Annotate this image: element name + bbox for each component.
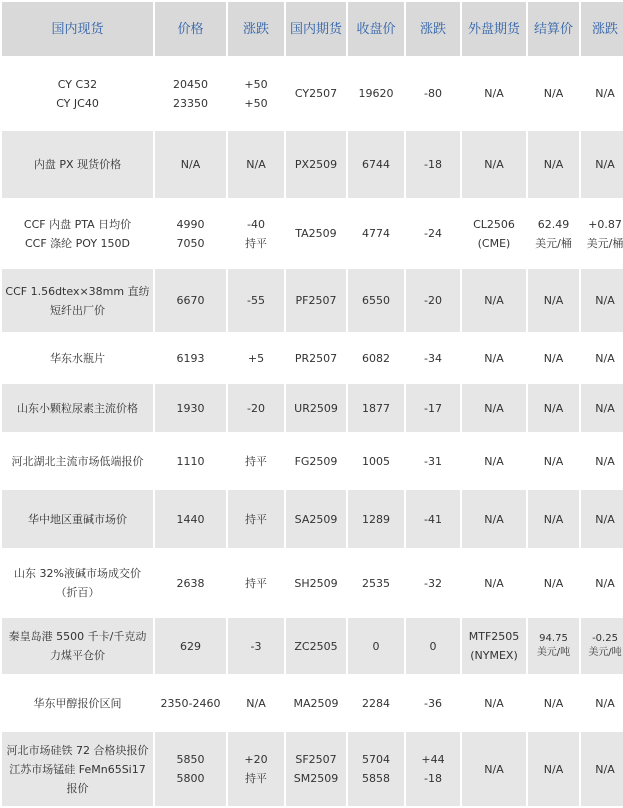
cell-text: -3 bbox=[250, 639, 262, 653]
cell-text: CY JC40 bbox=[56, 96, 99, 110]
cell-text: PX2509 bbox=[294, 158, 338, 171]
cell-text: 美元/吨 bbox=[536, 647, 571, 658]
cell-text: N/A bbox=[484, 512, 504, 526]
cell-text: 94.75 bbox=[539, 633, 568, 644]
future-code-cell bbox=[286, 550, 346, 616]
future-change-cell bbox=[406, 490, 460, 548]
cell-text: MTF2505 bbox=[468, 630, 520, 643]
cell-text: 华东甲醇报价区间 bbox=[33, 696, 122, 710]
table-row bbox=[2, 550, 623, 616]
table-row bbox=[2, 269, 623, 332]
cell-text: CL2506 bbox=[473, 217, 515, 231]
cell-text: N/A bbox=[484, 401, 504, 415]
cell-text: 美元/桶 bbox=[586, 236, 623, 250]
future-code-cell bbox=[286, 200, 346, 267]
spot-price-cell bbox=[155, 434, 226, 488]
settle-change-cell bbox=[581, 732, 623, 806]
foreign-future-cell bbox=[462, 384, 526, 432]
table-row bbox=[2, 618, 623, 674]
cell-text: 2535 bbox=[362, 576, 390, 590]
cell-text: -55 bbox=[247, 294, 265, 307]
spot-name-cell bbox=[2, 334, 153, 382]
cell-text: N/A bbox=[543, 512, 564, 526]
settle-price-cell bbox=[528, 334, 579, 382]
cell-text: N/A bbox=[484, 294, 504, 307]
future-change-cell bbox=[406, 384, 460, 432]
close-price-cell bbox=[348, 334, 404, 382]
spot-price-cell bbox=[155, 490, 226, 548]
settle-price-cell bbox=[528, 434, 579, 488]
cell-text: 6550 bbox=[362, 294, 390, 307]
cell-text: 持平 bbox=[245, 454, 267, 468]
foreign-future-cell bbox=[462, 334, 526, 382]
cell-text: N/A bbox=[246, 696, 266, 710]
future-change-cell bbox=[406, 131, 460, 198]
cell-text: N/A bbox=[543, 87, 564, 100]
cell-text: 1440 bbox=[176, 512, 205, 526]
spot-change-cell bbox=[228, 490, 284, 548]
cell-text: N/A bbox=[543, 351, 564, 365]
settle-change-cell bbox=[581, 676, 623, 730]
cell-text: 1877 bbox=[362, 401, 390, 415]
cell-text: (CME) bbox=[477, 236, 511, 250]
spot-change-cell bbox=[228, 200, 284, 267]
spot-price-cell bbox=[155, 618, 226, 674]
spot-name-cell bbox=[2, 269, 153, 332]
cell-text: 1005 bbox=[362, 454, 390, 468]
cell-text: -17 bbox=[424, 401, 442, 415]
spot-name-cell bbox=[2, 58, 153, 129]
cell-text: 华中地区重碱市场价 bbox=[28, 512, 127, 526]
cell-text: 短纤出厂价 bbox=[50, 303, 105, 317]
header-cell: 结算价 bbox=[528, 2, 579, 56]
cell-text: N/A bbox=[484, 351, 504, 365]
future-change-cell bbox=[406, 58, 460, 129]
cell-text: -31 bbox=[424, 454, 442, 468]
close-price-cell bbox=[348, 384, 404, 432]
settle-price-cell bbox=[528, 732, 579, 806]
table-body bbox=[2, 58, 623, 806]
close-price-cell bbox=[348, 269, 404, 332]
cell-text: 6670 bbox=[176, 294, 205, 307]
future-code-cell bbox=[286, 334, 346, 382]
cell-text: 持平 bbox=[245, 576, 267, 590]
foreign-future-cell bbox=[462, 58, 526, 129]
cell-text: -41 bbox=[424, 512, 442, 526]
settle-price-cell bbox=[528, 676, 579, 730]
settle-change-cell bbox=[581, 618, 623, 674]
cell-text: N/A bbox=[484, 696, 504, 710]
cell-text: N/A bbox=[484, 762, 504, 776]
cell-text: ZC2505 bbox=[294, 639, 338, 653]
header-cell: 涨跌 bbox=[406, 2, 460, 56]
cell-text: N/A bbox=[595, 351, 615, 365]
cell-text: N/A bbox=[543, 696, 564, 710]
header-cell: 国内现货 bbox=[2, 2, 153, 56]
spot-change-cell bbox=[228, 131, 284, 198]
cell-text: N/A bbox=[543, 401, 564, 415]
spot-price-cell bbox=[155, 732, 226, 806]
cell-text: -80 bbox=[424, 87, 442, 100]
settle-price-cell bbox=[528, 200, 579, 267]
future-change-cell bbox=[406, 676, 460, 730]
cell-text: MA2509 bbox=[293, 696, 339, 710]
cell-text: 6193 bbox=[176, 351, 205, 365]
future-code-cell bbox=[286, 269, 346, 332]
future-code-cell bbox=[286, 490, 346, 548]
spot-change-cell bbox=[228, 58, 284, 129]
cell-text: +50 bbox=[244, 96, 268, 110]
spot-price-cell bbox=[155, 131, 226, 198]
cell-text: PF2507 bbox=[295, 294, 337, 307]
cell-text: -34 bbox=[424, 351, 442, 365]
cell-text: 4990 bbox=[176, 217, 205, 231]
cell-text: CCF 1.56dtex×38mm 直纺 bbox=[5, 284, 150, 298]
cell-text: CCF 涤纶 POY 150D bbox=[24, 236, 131, 250]
close-price-cell bbox=[348, 618, 404, 674]
spot-name-cell bbox=[2, 131, 153, 198]
future-code-cell bbox=[286, 618, 346, 674]
settle-price-cell bbox=[528, 131, 579, 198]
cell-text: UR2509 bbox=[294, 401, 338, 415]
table-row bbox=[2, 334, 623, 382]
close-price-cell bbox=[348, 490, 404, 548]
cell-text: 19620 bbox=[358, 87, 394, 100]
cell-text: -36 bbox=[424, 696, 442, 710]
spot-price-cell bbox=[155, 58, 226, 129]
cell-text: -0.25 bbox=[592, 633, 618, 644]
cell-text: 6082 bbox=[362, 351, 390, 365]
table-row bbox=[2, 384, 623, 432]
header-cell: 国内期货 bbox=[286, 2, 346, 56]
future-change-cell bbox=[406, 334, 460, 382]
header-cell: 涨跌 bbox=[228, 2, 284, 56]
foreign-future-cell bbox=[462, 550, 526, 616]
cell-text: N/A bbox=[543, 294, 564, 307]
settle-price-cell bbox=[528, 269, 579, 332]
cell-text: 华东水瓶片 bbox=[50, 351, 105, 365]
cell-text: N/A bbox=[595, 762, 615, 776]
cell-text: 河北市场硅铁 72 合格块报价 bbox=[6, 743, 149, 757]
cell-text: N/A bbox=[595, 158, 615, 171]
cell-text: 报价 bbox=[66, 781, 89, 795]
cell-text: 62.49 bbox=[537, 217, 570, 231]
settle-change-cell bbox=[581, 384, 623, 432]
spot-name-cell bbox=[2, 384, 153, 432]
cell-text: -32 bbox=[424, 576, 442, 590]
cell-text: 5858 bbox=[362, 772, 390, 785]
future-code-cell bbox=[286, 732, 346, 806]
cell-text: N/A bbox=[595, 576, 615, 590]
cell-text: SF2507 bbox=[295, 753, 337, 766]
table-row bbox=[2, 131, 623, 198]
future-change-cell bbox=[406, 434, 460, 488]
future-code-cell bbox=[286, 384, 346, 432]
cell-text: （折百） bbox=[55, 586, 100, 599]
cell-text: 7050 bbox=[176, 236, 205, 250]
cell-text: 0 bbox=[429, 639, 437, 653]
foreign-future-cell bbox=[462, 732, 526, 806]
cell-text: 山东小颗粒尿素主流价格 bbox=[17, 401, 138, 415]
settle-change-cell bbox=[581, 131, 623, 198]
cell-text: 1110 bbox=[176, 454, 205, 468]
cell-text: +44 bbox=[421, 753, 445, 766]
settle-change-cell bbox=[581, 334, 623, 382]
cell-text: 河北湖北主流市场低端报价 bbox=[11, 454, 144, 468]
cell-text: CY C32 bbox=[57, 77, 98, 91]
cell-text: -40 bbox=[247, 217, 265, 231]
cell-text: TA2509 bbox=[295, 227, 337, 240]
cell-text: -18 bbox=[424, 158, 442, 171]
cell-text: 23350 bbox=[173, 96, 208, 110]
cell-text: N/A bbox=[246, 158, 266, 171]
header-cell: 价格 bbox=[155, 2, 226, 56]
cell-text: -24 bbox=[424, 227, 442, 240]
future-code-cell bbox=[286, 58, 346, 129]
table-row bbox=[2, 732, 623, 806]
cell-text: (NYMEX) bbox=[470, 649, 518, 662]
cell-text: SH2509 bbox=[294, 576, 338, 590]
spot-change-cell bbox=[228, 334, 284, 382]
cell-text: N/A bbox=[484, 576, 504, 590]
cell-text: 6744 bbox=[362, 158, 390, 171]
spot-price-cell bbox=[155, 269, 226, 332]
table-row bbox=[2, 676, 623, 730]
spot-price-cell bbox=[155, 676, 226, 730]
future-change-cell bbox=[406, 550, 460, 616]
cell-text: SA2509 bbox=[294, 512, 338, 526]
close-price-cell bbox=[348, 732, 404, 806]
cell-text: N/A bbox=[543, 576, 564, 590]
cell-text: N/A bbox=[543, 454, 564, 468]
foreign-future-cell bbox=[462, 269, 526, 332]
cell-text: 力煤平仓价 bbox=[50, 649, 105, 662]
close-price-cell bbox=[348, 550, 404, 616]
cell-text: 2284 bbox=[362, 696, 390, 710]
spot-name-cell bbox=[2, 550, 153, 616]
settle-change-cell bbox=[581, 200, 623, 267]
cell-text: N/A bbox=[595, 696, 615, 710]
future-code-cell bbox=[286, 434, 346, 488]
cell-text: 江苏市场锰硅 FeMn65Si17 bbox=[9, 762, 146, 776]
spot-name-cell bbox=[2, 434, 153, 488]
cell-text: PR2507 bbox=[294, 351, 338, 365]
table-row bbox=[2, 490, 623, 548]
cell-text: 美元/桶 bbox=[535, 236, 572, 250]
close-price-cell bbox=[348, 131, 404, 198]
spot-price-cell bbox=[155, 384, 226, 432]
cell-text: 持平 bbox=[245, 236, 267, 250]
settle-price-cell bbox=[528, 490, 579, 548]
cell-text: CY2507 bbox=[294, 87, 338, 100]
cell-text: +5 bbox=[247, 351, 265, 365]
foreign-future-cell bbox=[462, 676, 526, 730]
foreign-future-cell bbox=[462, 434, 526, 488]
spot-price-cell bbox=[155, 334, 226, 382]
cell-text: N/A bbox=[484, 87, 504, 100]
header-cell: 涨跌 bbox=[581, 2, 623, 56]
settle-change-cell bbox=[581, 58, 623, 129]
cell-text: 山东 32%液碱市场成交价 bbox=[14, 567, 141, 580]
cell-text: +50 bbox=[244, 77, 268, 91]
spot-change-cell bbox=[228, 676, 284, 730]
spot-name-cell bbox=[2, 676, 153, 730]
spot-change-cell bbox=[228, 434, 284, 488]
cell-text: 1930 bbox=[176, 401, 205, 415]
cell-text: N/A bbox=[484, 158, 504, 171]
cell-text: 内盘 PX 现货价格 bbox=[33, 158, 122, 171]
spot-change-cell bbox=[228, 269, 284, 332]
cell-text: 美元/吨 bbox=[588, 647, 622, 658]
cell-text: 629 bbox=[180, 639, 201, 653]
settle-change-cell bbox=[581, 550, 623, 616]
table-row bbox=[2, 58, 623, 129]
spot-price-cell bbox=[155, 550, 226, 616]
cell-text: CCF 内盘 PTA 日均价 bbox=[23, 217, 132, 231]
spot-name-cell bbox=[2, 200, 153, 267]
settle-change-cell bbox=[581, 269, 623, 332]
future-change-cell bbox=[406, 618, 460, 674]
settle-price-cell bbox=[528, 384, 579, 432]
cell-text: N/A bbox=[595, 401, 615, 415]
cell-text: 5800 bbox=[176, 772, 205, 785]
close-price-cell bbox=[348, 200, 404, 267]
cell-text: N/A bbox=[595, 294, 615, 307]
spot-change-cell bbox=[228, 732, 284, 806]
spot-name-cell bbox=[2, 618, 153, 674]
cell-text: 4774 bbox=[362, 227, 390, 240]
cell-text: N/A bbox=[543, 762, 564, 776]
future-change-cell bbox=[406, 269, 460, 332]
cell-text: N/A bbox=[484, 454, 504, 468]
spot-name-cell bbox=[2, 490, 153, 548]
foreign-future-cell bbox=[462, 618, 526, 674]
cell-text: 5704 bbox=[362, 753, 390, 766]
cell-text: N/A bbox=[595, 87, 615, 100]
cell-text: SM2509 bbox=[293, 772, 339, 785]
settle-price-cell bbox=[528, 618, 579, 674]
cell-text: +20 bbox=[244, 753, 268, 766]
cell-text: +0.87 bbox=[588, 217, 622, 231]
future-change-cell bbox=[406, 732, 460, 806]
cell-text: 持平 bbox=[245, 772, 267, 785]
future-change-cell bbox=[406, 200, 460, 267]
cell-text: N/A bbox=[595, 512, 615, 526]
cell-text: FG2509 bbox=[294, 454, 338, 468]
spot-name-cell bbox=[2, 732, 153, 806]
foreign-future-cell bbox=[462, 200, 526, 267]
future-code-cell bbox=[286, 131, 346, 198]
cell-text: N/A bbox=[595, 454, 615, 468]
cell-text: N/A bbox=[543, 158, 564, 171]
close-price-cell bbox=[348, 58, 404, 129]
cell-text: -20 bbox=[424, 294, 442, 307]
header-row bbox=[2, 2, 623, 56]
header-cell: 外盘期货 bbox=[462, 2, 526, 56]
cell-text: -20 bbox=[247, 401, 265, 415]
cell-text: 秦皇岛港 5500 千卡/千克动 bbox=[8, 630, 147, 643]
foreign-future-cell bbox=[462, 490, 526, 548]
header-cell: 收盘价 bbox=[348, 2, 404, 56]
cell-text: 5850 bbox=[176, 753, 205, 766]
close-price-cell bbox=[348, 434, 404, 488]
cell-text: 持平 bbox=[245, 512, 267, 526]
spot-price-cell bbox=[155, 200, 226, 267]
settle-change-cell bbox=[581, 434, 623, 488]
settle-price-cell bbox=[528, 550, 579, 616]
spot-change-cell bbox=[228, 618, 284, 674]
cell-text: -18 bbox=[424, 772, 442, 785]
table-row bbox=[2, 200, 623, 267]
spot-change-cell bbox=[228, 550, 284, 616]
spot-change-cell bbox=[228, 384, 284, 432]
future-code-cell bbox=[286, 676, 346, 730]
settle-price-cell bbox=[528, 58, 579, 129]
cell-text: 20450 bbox=[173, 77, 208, 91]
cell-text: 1289 bbox=[362, 512, 390, 526]
cell-text: 0 bbox=[372, 639, 380, 653]
cell-text: N/A bbox=[180, 158, 201, 171]
settle-change-cell bbox=[581, 490, 623, 548]
table-row bbox=[2, 434, 623, 488]
cell-text: 2350-2460 bbox=[160, 696, 221, 710]
foreign-future-cell bbox=[462, 131, 526, 198]
cell-text: 2638 bbox=[176, 576, 205, 590]
close-price-cell bbox=[348, 676, 404, 730]
